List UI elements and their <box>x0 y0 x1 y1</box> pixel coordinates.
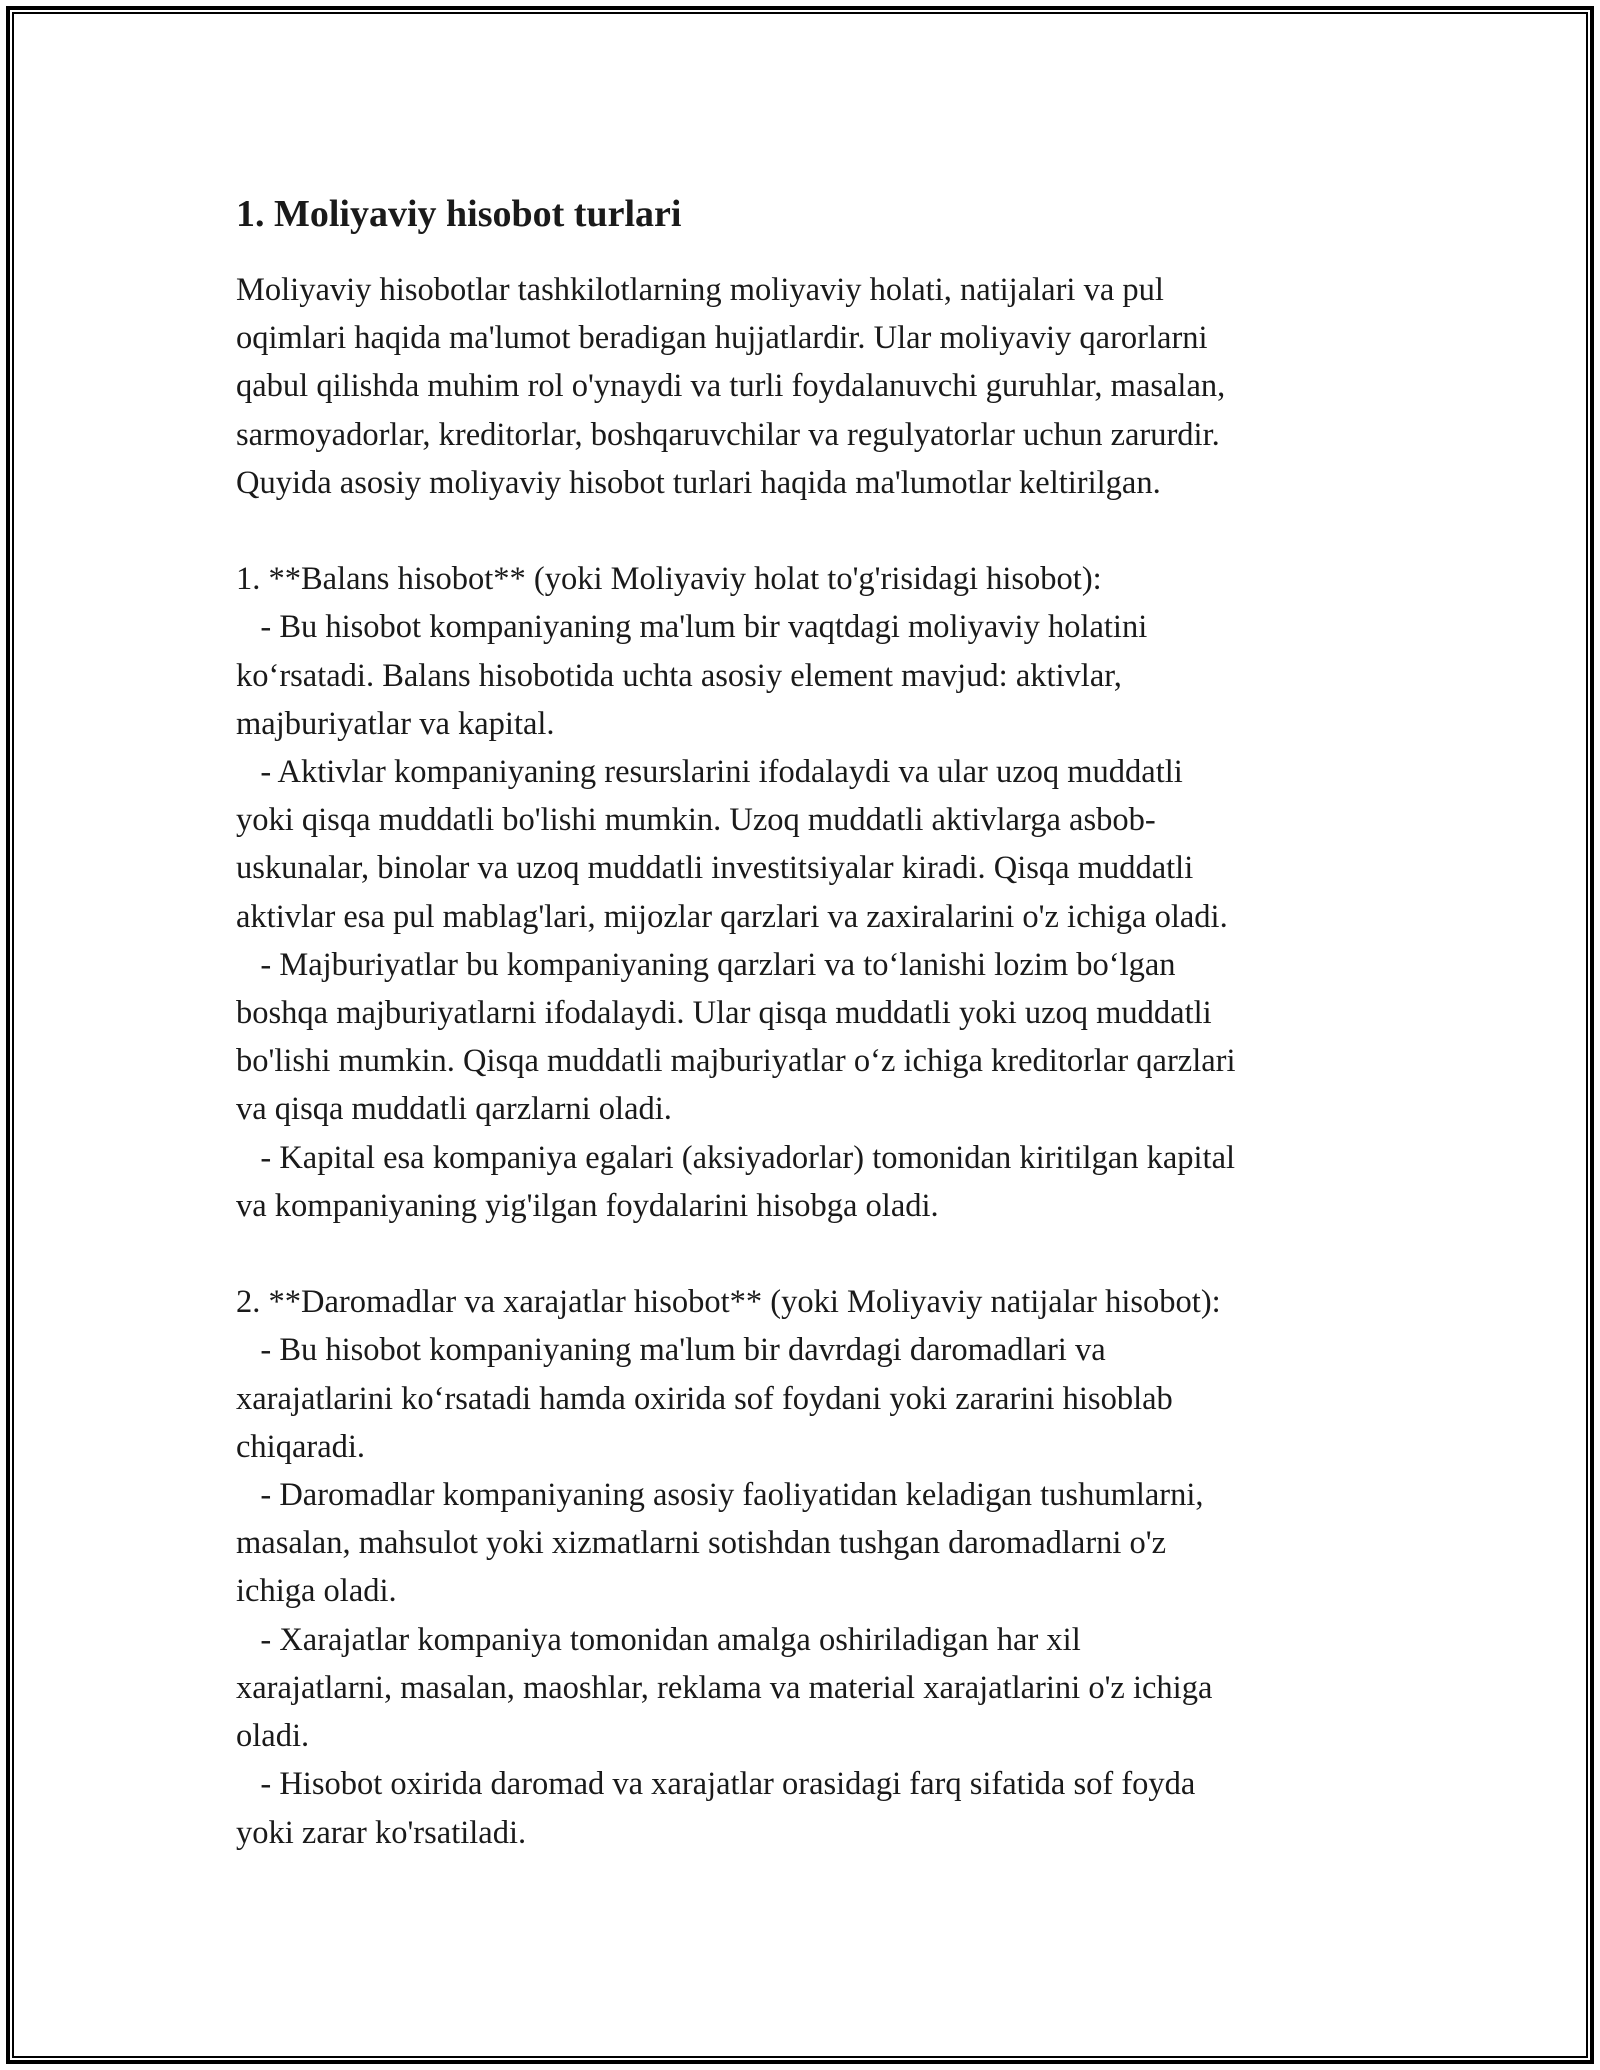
section-balance-sheet: 1. **Balans hisobot** (yoki Moliyaviy holat to'g'risidagi hisobot): - Bu hisobot kompaniyaning ma'lum bir vaqtdagi moliyaviy holatini ko‘rsatadi. Balans hisobotida uchta asosiy element mavjud: aktivlar, majburiyatlar va kapital. - Aktivlar kompaniyaning resurslarini ifodalaydi va ular uzoq muddatli yoki qisqa muddatli bo'lishi mumkin. Uzoq muddatli aktivlarga asbob- uskunalar, binolar va uzoq muddatli investitsiyalar kiradi. Qisqa muddatli aktivlar esa pul mablag'lari, mijozlar qarzlari va zaxiralarini o'z ichiga oladi. - Majburiyatlar bu kompaniyaning qarzlari va to‘lanishi lozim bo‘lgan boshqa majburiyatlarni ifodalaydi. Ular qisqa muddatli yoki uzoq muddatli bo'lishi mumkin. Qisqa muddatli majburiyatlar o‘z ichiga kreditorlar qarzlari va qisqa muddatli qarzlarni oladi. - Kapital esa kompaniya egalari (aksiyadorlar) tomonidan kiritilgan kapital va kompaniyaning yig'ilgan foydalarini hisobga oladi. <box>236 561 1236 1224</box>
section-income-statement: 2. **Daromadlar va xarajatlar hisobot** (yoki Moliyaviy natijalar hisobot): - Bu hisobot kompaniyaning ma'lum bir davrdagi daromadlari va xarajatlarini ko‘rsatadi hamda oxirida sof foydani yoki zararini hisoblab chiqaradi. - Daromadlar kompaniyaning asosiy faoliyatidan keladigan tushumlarni, masalan, mahsulot yoki xizmatlarni sotishdan tushgan daromadlarni o'z ichiga oladi. - Xarajatlar kompaniya tomonidan amalga oshiriladigan har xil xarajatlarni, masalan, maoshlar, reklama va material xarajatlarini o'z ichiga oladi. - Hisobot oxirida daromad va xarajatlar orasidagi farq sifatida sof foyda yoki zarar ko'rsatiladi. <box>236 1284 1221 1851</box>
blank-line <box>236 1230 1366 1278</box>
document-title: 1. Moliyaviy hisobot turlari <box>236 193 682 235</box>
blank-line <box>236 507 1366 555</box>
document-body <box>236 188 1366 1857</box>
intro-paragraph: Moliyaviy hisobotlar tashkilotlarning moliyaviy holati, natijalari va pul oqimlari haqida ma'lumot beradigan hujjatlardir. Ular moliyaviy qarorlarni qabul qilishda muhim rol o'ynaydi va turli foydalanuvchi guruhlar, masalan, sarmoyadorlar, kreditorlar, boshqaruvchilar va regulyatorlar uchun zarurdir. Quyida asosiy moliyaviy hisobot turlari haqida ma'lumotlar keltirilgan. <box>236 272 1226 501</box>
